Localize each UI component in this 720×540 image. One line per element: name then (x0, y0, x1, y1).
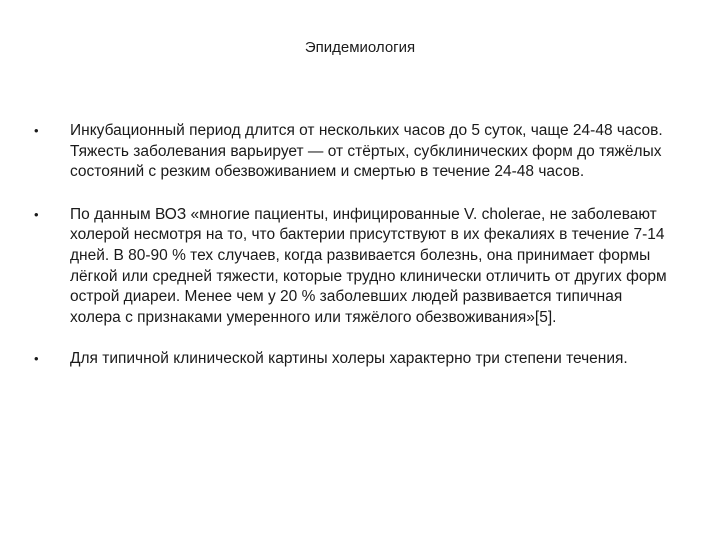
slide-title: Эпидемиология (304, 39, 416, 56)
bullet-dot-icon: • (34, 351, 39, 367)
bullet-dot-icon: • (34, 206, 39, 222)
bullet-dot-icon: • (34, 123, 39, 138)
bullet-text: Для типичной клинической картины холеры характерно три степени течения. (70, 350, 628, 368)
bullet-text: Инкубационный период длится от нескольких часов до 5 суток, чаще 24-48 часов. Тяжесть заболевания варьирует — от стёртых, субклинических форм до тяжёлых состояний с резким обезвоживанием и смертью в течение 24-48 часов. (70, 122, 663, 181)
bullet-item-incubation (34, 121, 674, 183)
bullet-list (34, 121, 674, 392)
bullet-item-who (34, 205, 674, 329)
bullet-text: По данным ВОЗ «многие пациенты, инфицированные V. cholerae, не заболевают холерой несмотря на то, что бактерии присутствуют в их фекалиях в течение 7-14 дней. В 80-90 % тех случаев, когда развивается болезнь, она принимает формы лёгкой или средней тяжести, которые трудно клинически отличить от других форм острой диареи. Менее чем у 20 % заболевших людей развивается типичная холера с признаками умеренного или тяжёлого обезвоживания»[5]. (70, 205, 667, 326)
bullet-item-clinical (34, 349, 674, 370)
